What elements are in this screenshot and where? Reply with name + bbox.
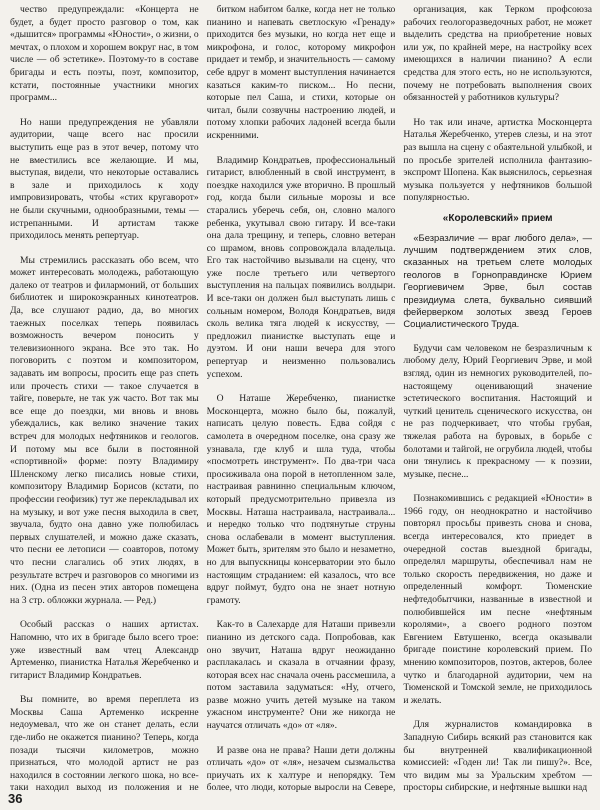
text-column-1 bbox=[10, 4, 199, 792]
paragraph: Мы стремились рассказать обо всем, что может интересовать молодежь, работающую далеко от театров и филармоний, от больших библиотек и широкоэкранных кинотеатров. Да, все слушают радио, да, во многих таежных поселках теперь появилась возможность вечером поносить у телевизионного экрана. Все это так. Но поговорить с поэтом и композитором, задавать им вопросы, просить еще раз спеть или прочесть стихи — такое случается в тайге, поверьте, не так уж часто. Вот так мы все еще до поездки, ми вновь и вновь убеждались, как велико значение таких встреч для молодых нефтяников и геологов. И потому мы все были в постоянной «спортивной» форме: поэту Владимиру Шленскому легко писались новые стихи, композитору Владимир Борисов (кстати, по профессии геофизик) тут же перекладывал их на музыку, и вот уже песня выходила в свет, звучала, будто она давно уже полюбилась первых слушателей, и можно даже сказать, что песни ее летописи — соавторов, потому что песни слагались об этих людях, в результате встреч и разговоров со многими из них. (Одна из песен этих авторов помещена на 3 стр. обложки журнала. — Ред.) bbox=[10, 254, 199, 606]
paragraph: Владимир Кондратьев, профессиональный гитарист, влюбленный в свой инструмент, в поездке находился уже вторично. В прошлый год, когда были сильные морозы и все старались уберечь себя, он, словно малого ребенка, укутывал свою гитару. И все-таки она дала трещину, и теперь, словно ветеран со шрамом, вновь сопровождала владельца. Его так настойчиво вызывали на сцену, что уже после третьего или четвертого выступления на пальцах появились волдыри. И все-таки он должен был выступать лишь с сольным номером, Володя Кондратьев, видя сколь велика тяга людей к искусству, — предложил пианистке выступать еще и дуэтом. И они наши вечера для этого репертуар и неизменно пользовались успехом. bbox=[206, 154, 396, 380]
paragraph: И разве она не права? Наши дети должны отличать «до» от «ля», незачем сызмальства приучать их к халтуре и непорядку. Тем более, что люди, которые выросли на Севере, bbox=[206, 744, 396, 792]
paragraph: Познакомившись с редакцией «Юности» в 1966 году, он неоднократно и настойчиво повторял просьбы привезть снова и снова, всегда интересовался, кто приедет в очередной состав выездной бригады, определял маршруты, обеспечивал нам не только скорость передвижения, но даже и определенный комфорт. Тюменские нефтедобытчики, названные в известной и полюбившейся им песне «нефтяным королями», а своего родного поэтом Евгением Евтушенко, всегда оказывали бригаде поистине королевский прием. По мнению композиторов, поэтов, актеров, более чутко и благодарной аудитории, чем на Тюменской и Томской земле, не приходилось и желать. bbox=[403, 493, 593, 706]
paragraph: организация, как Терком профсоюза рабочих геологоразведочных работ, не может выделить средства на приобретение новых или уж, по крайней мере, на настройку всех имеющихся в наличии пианино? А если средства для этого есть, но не используются, почему не потребовать выполнения своих обязанностей у работников культуры? bbox=[403, 4, 593, 104]
text-column-2 bbox=[207, 4, 396, 792]
paragraph: чество предупреждали: «Концерта не будет, а будет просто разговор о том, как «дышится» программы «Юности», о жизни, о мечтах, о плохом и хорошем вокруг нас, в том числе — об эстетике». Поэтому-то в составе бригады и есть поэты, поэт, композитор, кстати, постоянные участники многих программ... bbox=[10, 4, 199, 104]
paragraph: Но наши предупреждения не убавляли аудитории, чаще всего нас просили выступить еще раз в этот вечер, потому что не вместились все желающие. И мы, выступая, видели, что некоторые оставались в зале и приходилось к ходу импровизировать, чтобы «стих кругаворот» не были скучными, однообразными, темы — истрепанными. И артистам также приходилось менять репертуар. bbox=[10, 116, 199, 242]
paragraph: Вы помните, во время переплета из Москвы Саша Артеменко искренне недоумевал, что же он станет делать, если где-либо не окажется пианино? Теперь, когда позади тысячи километров, можно признаться, что молодой артист не раз находился в состоянии легкого шока, но все-таки находил выход из положения и не bbox=[10, 694, 199, 792]
text-column-3 bbox=[403, 4, 592, 792]
paragraph: Будучи сам человеком не безразличным к любому делу, Юрий Георгиевич Эрве, и мой взгляд, один из немногих руководителей, по-настоящему оценивающий значение эстетического воспитания. Настоящий и чуткий ценитель сценического искусства, он не раз подчеркивает, что чтобы грубая, тяжелая работа на буровых, в борьбе с болотами и тайгой, не огрубила людей, чтобы они тянулись к прекрасному — к поэзии, музыке, песне... bbox=[403, 342, 593, 480]
paragraph: битком набитом балке, когда нет не только пианино и напевать светлоскую «Гренаду» приходится без музыки, но когда нет еще и микрофона, и голос, которому микрофон придает и тембр, и значительность — самому себе вдруг в момент выступления начинается казаться каким-то писком... Но песни, которые пел Саша, и стихи, которые он читал, были созвучны настроению людей, и потому хлопки рабочих ладоней всегда были искренними. bbox=[206, 4, 396, 141]
paragraph: О Наташе Жеребченко, пианистке Москонцерта, можно было бы, пожалуй, написать целую повесть. Едва сойдя с самолета в очередном поселке, она сразу же узнавала, где клуб и шла туда, чтобы «посмотреть инструмент». По два-три часа просиживала она порой в нетопленном зале, настраивая равнинно специальным ключом, который предусмотрительно привезла из Москвы. Наташа настраивала, настраивала... и нередко только что подтянутые струны снова ослабевали в момент выступления. Может быть, зрителям это было и незаметно, но для выпускницы консерватории это было настоящим страданием: ей казалось, что все вдруг поймут, будто она не знает нотную грамоту. bbox=[206, 393, 396, 606]
paragraph: Для журналистов командировка в Западную Сибирь всякий раз становится как бы внутренней квалификационной комиссией: «Годен ли! Так ли пишу?». Все, что видим мы за Уральским хребтом — просторы сибирские, и нефтяные вышки над bbox=[403, 719, 593, 792]
paragraph: Но так или иначе, артистка Москонцерта Наталья Жеребченко, утерев слезы, и на этот раз вышла на сцену с обаятельной улыбкой, и по просьбе зрителей исполнила фантазию-экспромт Шопена. Как выяснилось, серьезная музыка пользуется у нефтяников большой популярностью. bbox=[403, 116, 593, 204]
paragraph: Особый рассказ о наших артистах. Напомню, что их в бригаде было всего трое: уже известный вам чтец Александр Артеменко, пианистка Наталья Жеребченко и гитарист Владимир Кондратьев. bbox=[10, 619, 199, 681]
page-number: 36 bbox=[8, 791, 23, 806]
epigraph-quote: «Безразличие — враг любого дела», — лучшим подтверждением этих слов, сказанных на третьем слете молодых геологов в Горноправдинске Юрием Георгиевичем Эрве, был состав президиума слета, буквально сиявший фейерверком золотых звезд Героев Социалистического Труда. bbox=[403, 231, 593, 330]
section-subheading: «Королевский» прием bbox=[442, 212, 553, 224]
paragraph: Как-то в Салехарде для Наташи привезли пианино из детского сада. Попробовав, как оно звучит, Наташа вдруг неожиданно расплакалась и сказала в отчаянии фразу, которая всех нас сначала очень рассмешила, а потом заставила задуматься: «Ну, отчего, разве можно учить детей музыке на таком ужасном инструменте? Они же никогда не научатся отличать «до» от «ля». bbox=[206, 619, 396, 732]
